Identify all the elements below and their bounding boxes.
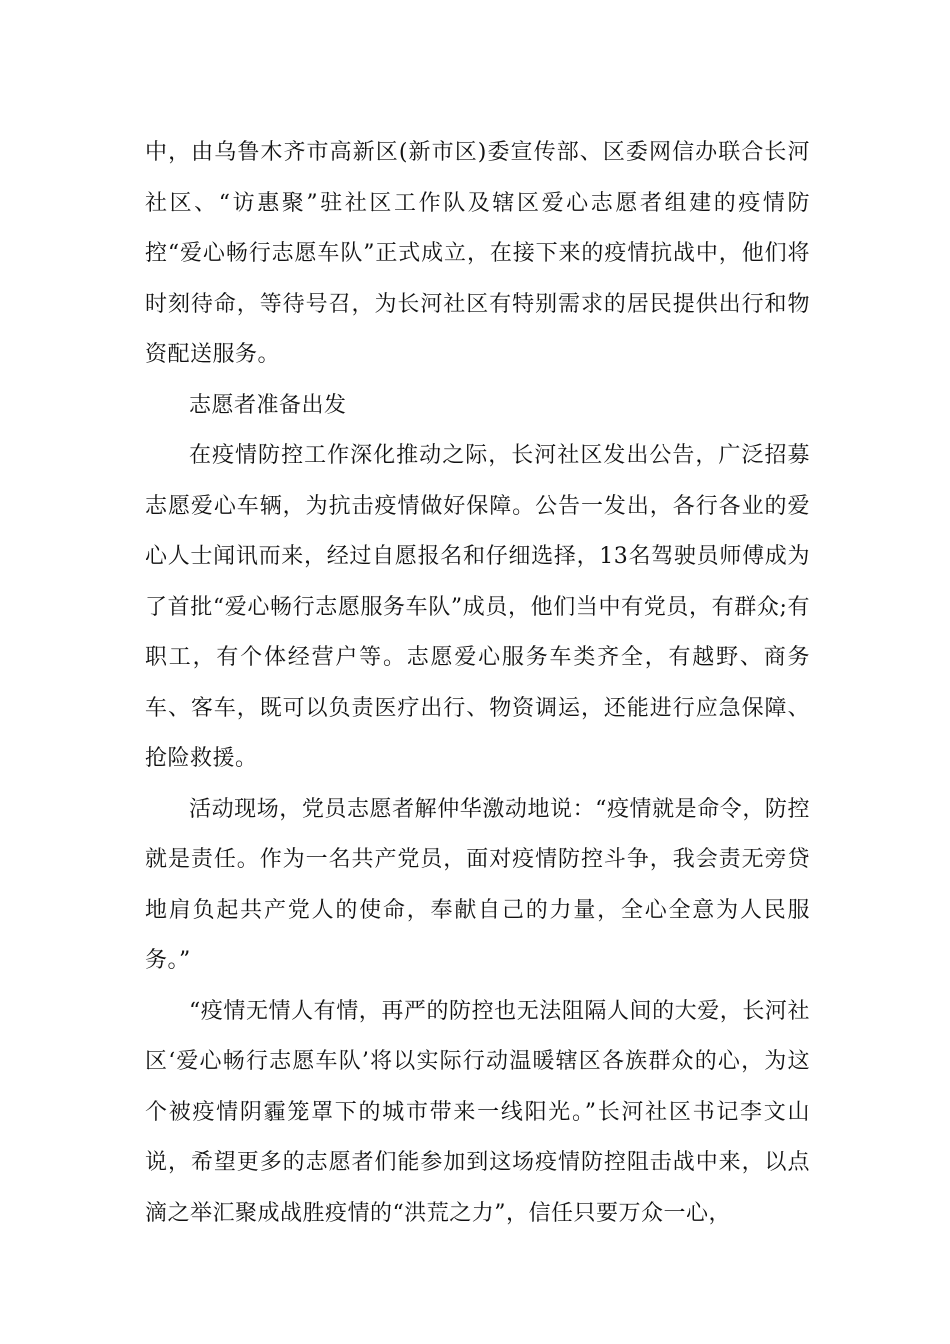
paragraph-recruitment: 在疫情防控工作深化推动之际，长河社区发出公告，广泛招募志愿爱心车辆，为抗击疫情做好保障。公告一发出，各行各业的爱心人士闻讯而来，经过自愿报名和仔细选择，13名驾驶员师傅成为了首批“爱心畅行志愿服务车队”成员，他们当中有党员，有群众;有职工，有个体经营户等。志愿爱心服务车类齐全，有越野、商务车、客车，既可以负责医疗出行、物资调运，还能进行应急保障、抢险救援。 xyxy=(145,443,810,771)
paragraph-continuation: 中，由乌鲁木齐市高新区(新市区)委宣传部、区委网信办联合长河社区、“访惠聚”驻社区工作队及辖区爱心志愿者组建的疫情防控“爱心畅行志愿车队”正式成立，在接下来的疫情抗战中，他们将时刻待命，等待号召，为长河社区有特别需求的居民提供出行和物资配送服务。 xyxy=(145,140,810,367)
paragraph-subheading: 志愿者准备出发 xyxy=(189,392,347,418)
document-body xyxy=(145,128,810,1239)
paragraph-quote-volunteer: 活动现场，党员志愿者解仲华激动地说：“疫情就是命令，防控就是责任。作为一名共产党员，面对疫情防控斗争，我会责无旁贷地肩负起共产党人的使命，奉献自己的力量，全心全意为人民服务。” xyxy=(145,796,810,973)
paragraph-quote-secretary: “疫情无情人有情，再严的防控也无法阻隔人间的大爱，长河社区‘爱心畅行志愿车队’将以实际行动温暖辖区各族群众的心，为这个被疫情阴霾笼罩下的城市带来一线阳光。”长河社区书记李文山说，希望更多的志愿者们能参加到这场疫情防控阻击战中来，以点滴之举汇聚成战胜疫情的“洪荒之力”，信任只要万众一心， xyxy=(145,998,810,1226)
